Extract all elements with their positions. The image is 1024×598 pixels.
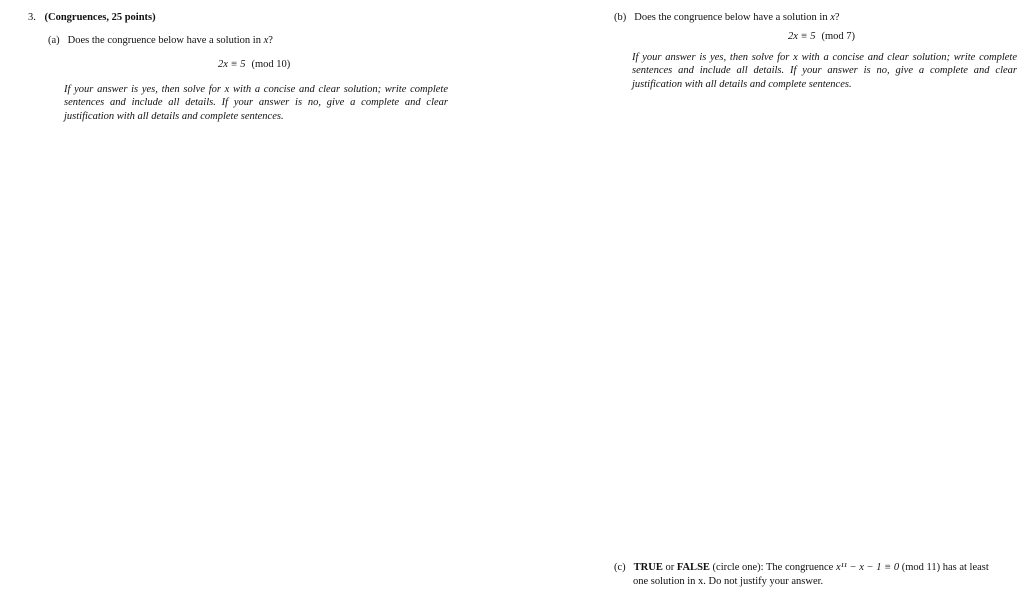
part-c-text-before: (circle one): The congruence	[712, 562, 834, 573]
part-c-text-after: has at least	[942, 562, 989, 573]
part-a-question-end: ?	[268, 35, 273, 46]
part-c-marker: (c)	[614, 562, 626, 573]
or-word: or	[665, 562, 675, 573]
problem-header	[28, 11, 156, 25]
part-b-equation	[788, 30, 855, 44]
part-a-equation	[218, 58, 290, 72]
part-a-question	[48, 34, 273, 48]
part-c-expression: x¹¹ − x − 1 ≡ 0	[835, 562, 900, 573]
part-a-equation-mod: (mod 10)	[251, 59, 291, 70]
part-b-variable: x	[830, 12, 835, 23]
part-c-mod: (mod 11)	[901, 562, 941, 573]
part-c-line2: one solution in x. Do not justify your answer.	[633, 575, 824, 587]
part-a-variable: x	[263, 35, 269, 46]
part-a-instructions: If your answer is yes, then solve for x with a concise and clear solution; write complete sentences and include all details. If your answer is no, give a complete and clear justification with all details and complete sentences.	[64, 84, 448, 122]
part-b-question-text: Does the congruence below have a solution in	[634, 12, 828, 23]
part-c-question	[614, 561, 1018, 588]
problem-title: (Congruences, 25 points)	[44, 12, 156, 23]
part-b-equation-mod: (mod 7)	[821, 31, 856, 42]
part-a-question-text: Does the congruence below have a solution in	[67, 35, 261, 46]
part-b-equation-lhs: 2x ≡ 5	[788, 31, 816, 42]
part-a-equation-lhs: 2x ≡ 5	[218, 59, 246, 70]
part-b-question	[614, 11, 840, 25]
true-option: TRUE	[633, 562, 663, 573]
part-b-instructions: If your answer is yes, then solve for x with a concise and clear solution; write complete sentences and include all details. If your answer is no, give a complete and clear justification with all details and complete sentences.	[632, 52, 1017, 90]
part-b-question-end: ?	[834, 12, 840, 23]
problem-number: 3.	[28, 12, 36, 23]
part-a-marker: (a)	[48, 35, 60, 46]
false-option: FALSE	[676, 562, 710, 573]
part-b-marker: (b)	[614, 12, 627, 23]
